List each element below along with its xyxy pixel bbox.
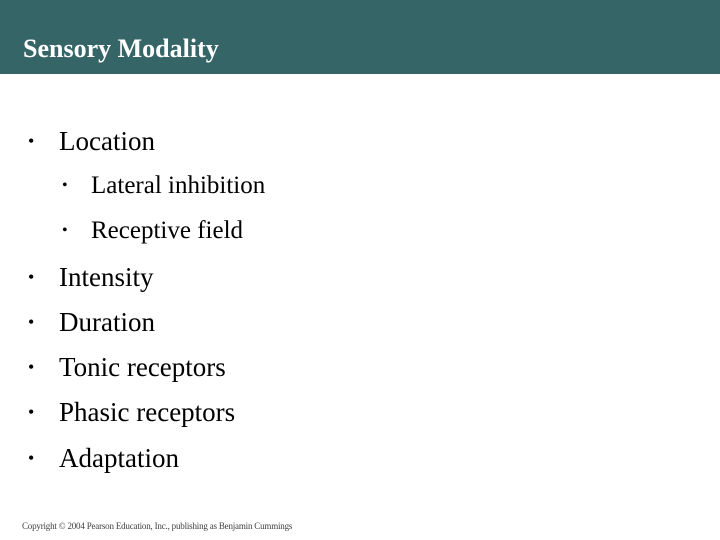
bullet-text: Phasic receptors (59, 397, 236, 427)
bullet-icon: • (28, 402, 35, 422)
copyright-footer: Copyright © 2004 Pearson Education, Inc., publishing as Benjamin Cummings (22, 521, 293, 531)
bullet-text: Location (59, 126, 155, 156)
bullet-icon: • (28, 267, 35, 287)
bullet-text: Lateral inhibition (91, 172, 266, 199)
bullet-text: Adaptation (59, 443, 179, 473)
bullet-text: Intensity (59, 262, 154, 292)
bullet-text: Duration (59, 307, 155, 337)
bullet-icon: • (28, 131, 35, 151)
bullet-icon: • (28, 312, 35, 332)
bullet-text: Receptive field (91, 217, 244, 244)
bullet-text: Tonic receptors (59, 352, 226, 382)
bullet-icon: • (28, 448, 35, 468)
slide-title: Sensory Modality (23, 34, 219, 63)
bullet-icon: • (28, 357, 35, 377)
bullet-icon: • (62, 222, 68, 239)
bullet-icon: • (62, 177, 68, 194)
